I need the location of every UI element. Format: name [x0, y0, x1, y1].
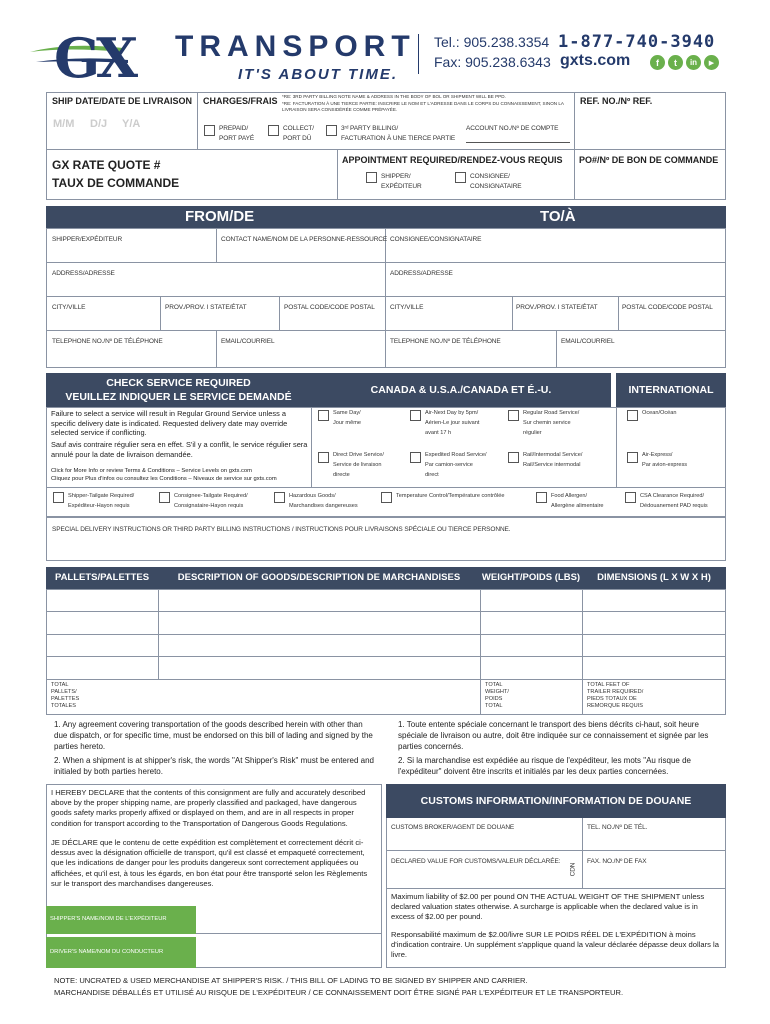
customs-tel-label[interactable]: TEL. NO./Nº DE TÉL.	[587, 824, 648, 831]
logo-transport-text: TRANSPORT	[175, 30, 416, 63]
divider	[582, 589, 583, 715]
rail-intermodal-checkbox[interactable]	[508, 452, 519, 463]
expedited-road-label-fr: Par camion-service	[425, 462, 473, 468]
customs-title: CUSTOMS INFORMATION/INFORMATION DE DOUANE	[420, 795, 692, 807]
direct-drive-label: Direct Drive Service/	[333, 452, 384, 458]
account-number-label: ACCOUNT NO./Nº DE COMPTE	[466, 125, 559, 132]
collect-label-fr: PORT DÛ	[283, 135, 312, 142]
customs-fax-label[interactable]: FAX. NO./Nº DE FAX	[587, 858, 647, 865]
ref-number-field[interactable]	[578, 108, 724, 146]
ref-number-label: REF. NO./Nº REF.	[580, 96, 653, 106]
third-party-label-fr: FACTURATION À UNE TIERCE PARTIE	[341, 135, 456, 142]
service-more-info-link-fr[interactable]: Cliquez pour Plus d'infos ou consultez les Conditions – Niveaux de service sur gxts.com	[51, 476, 277, 482]
divider	[46, 262, 726, 263]
currency-cdn-label: CDN	[569, 862, 577, 877]
csa-clearance-label: CSA Clearance Required/	[640, 493, 705, 499]
divider	[556, 330, 557, 368]
logo-tagline: IT'S ABOUT TIME.	[238, 66, 399, 83]
linkedin-icon[interactable]: in	[686, 55, 701, 70]
table-row[interactable]	[46, 679, 726, 680]
website-link[interactable]: gxts.com	[560, 52, 631, 69]
divider	[386, 888, 726, 889]
consignee-tailgate-checkbox[interactable]	[159, 492, 170, 503]
charges-note-en: *RE: 3RD PARTY BILLING NOTE NAME & ADDRESS IN THE BODY OF BOL OR SHIPMENT WILL BE PPD.	[282, 94, 506, 99]
ship-date-label: SHIP DATE/DATE DE LIVRAISON	[52, 96, 193, 106]
csa-clearance-label-fr: Dédouanement PAD requis	[640, 503, 708, 509]
facebook-icon[interactable]: f	[650, 55, 665, 70]
table-row[interactable]	[46, 611, 726, 612]
twitter-icon[interactable]: t	[668, 55, 683, 70]
tollfree-number: 1-877-740-3940	[558, 32, 716, 52]
table-row[interactable]	[46, 656, 726, 657]
divider	[46, 149, 726, 150]
declared-value-label[interactable]: DECLARED VALUE FOR CUSTOMS/VALEUR DÉCLARÉE:	[391, 858, 561, 865]
divider	[337, 149, 338, 200]
rate-quote-field[interactable]	[200, 152, 334, 198]
divider	[385, 228, 386, 368]
ocean-label: Ocean/Océan	[642, 410, 677, 416]
phone-number: Tel.: 905.238.3354	[434, 34, 550, 50]
direct-drive-label-fr2: directe	[333, 472, 350, 478]
from-phone-label[interactable]: TELEPHONE NO./Nº DE TÉLÉPHONE	[52, 338, 163, 345]
logo-letters: GX	[54, 26, 135, 90]
from-email-label[interactable]: EMAIL/COURRIEL	[221, 338, 275, 345]
divider	[386, 850, 726, 851]
description-column-header: DESCRIPTION OF GOODS/DESCRIPTION DE MARCHANDISES	[177, 572, 461, 583]
appointment-shipper-label-fr: EXPÉDITEUR	[381, 183, 422, 190]
terms-en-2: 2. When a shipment is at shipper's risk, the words "At Shipper's Risk" must be entered and initialed by both parties hereto.	[54, 756, 374, 776]
shipper-name-label: SHIPPER'S NAME/NOM DE L'EXPÉDITEUR	[50, 916, 167, 922]
footer-note-fr: MARCHANDISE DÉBALLÉS ET UTILISÉ AU RISQUE DE L'EXPÉDITEUR / CE CONNAISSEMENT DOIT ÊTRE SIGNÉ PAR L'EXPÉDITEUR ET LE TRANSPORTEUR.	[54, 988, 624, 997]
ship-date-month[interactable]: M/M	[53, 118, 75, 130]
regular-road-checkbox[interactable]	[508, 410, 519, 421]
divider	[582, 818, 583, 888]
air-express-checkbox[interactable]	[627, 452, 638, 463]
shipper-tailgate-label: Shipper-Tailgate Required/	[68, 493, 135, 499]
air-next-day-checkbox[interactable]	[410, 410, 421, 421]
special-instructions-field[interactable]	[46, 517, 726, 561]
third-party-label: 3ʳᵈ PARTY BILLING/	[341, 125, 399, 132]
to-address-label[interactable]: ADDRESS/ADRESSE	[390, 270, 453, 277]
international-title: INTERNATIONAL	[628, 384, 714, 396]
total-pallets-label: TOTAL PALLETS/ PALETTES TOTALES	[51, 682, 80, 709]
shipper-signature-field[interactable]	[196, 906, 382, 934]
service-header-title-fr: VEUILLEZ INDIQUER LE SERVICE DEMANDÉ	[65, 391, 292, 403]
divider	[618, 296, 619, 330]
to-phone-label[interactable]: TELEPHONE NO./Nº DE TÉLÉPHONE	[390, 338, 501, 345]
total-feet-label: TOTAL FEET OF TRAILER REQUIRED/ PIEDS TOTAUX DE REMORQUE REQUIS	[587, 682, 644, 709]
declaration-en: I HEREBY DECLARE that the contents of this consignment are fully and accurately described above by the proper shipping name, are properly classified and packaged, have dangerous goods safety marks properly affixed or displayed on them, and are in all respects in proper condition for transport according to the Transportation of Dangerous Goods Regulations.	[51, 788, 366, 828]
divider	[216, 330, 217, 368]
air-express-label: Air-Express/	[642, 452, 673, 458]
shipper-tailgate-checkbox[interactable]	[53, 492, 64, 503]
service-more-info-link[interactable]: Click for More Info or review Terms & Conditions – Service Levels on gxts.com	[51, 468, 252, 474]
total-weight-label: TOTAL WEIGHT/ POIDS TOTAL	[485, 682, 509, 709]
prepaid-checkbox[interactable]	[204, 125, 215, 136]
expedited-road-label: Expedited Road Service/	[425, 452, 487, 458]
po-number-field[interactable]	[578, 168, 724, 198]
prepaid-label: PREPAID/	[219, 125, 249, 132]
terms-en-1: 1. Any agreement covering transportation of the goods described herein with other than due dispatch, or for specific time, must be endorsed on this bill of lading and signed by the parties hereto.	[54, 720, 373, 751]
rate-quote-label: GX RATE QUOTE #	[52, 158, 161, 172]
divider	[480, 589, 481, 715]
to-consignee-label[interactable]: CONSIGNEE/CONSIGNATAIRE	[390, 236, 482, 243]
divider	[46, 487, 726, 488]
expedited-road-checkbox[interactable]	[410, 452, 421, 463]
shipper-tailgate-label-fr: Expéditeur-Hayon requis	[68, 503, 130, 509]
divider	[512, 296, 513, 330]
divider	[279, 296, 280, 330]
collect-label: COLLECT/	[283, 125, 314, 132]
service-header-title: CHECK SERVICE REQUIRED	[106, 377, 251, 389]
service-warning-en: Failure to select a service will result in Regular Ground Service unless a specific delivery date is indicated. Requested delivery date may override selected service if conflicting.	[51, 409, 288, 438]
same-day-label: Same Day/	[333, 410, 361, 416]
consignee-tailgate-label: Consignee-Tailgate Required/	[174, 493, 248, 499]
hazardous-goods-label-fr: Marchandises dangereuses	[289, 503, 358, 509]
air-next-day-label: Air-Next Day by 5pm/	[425, 410, 479, 416]
to-prov-label[interactable]: PROV./PROV. I STATE/ÉTAT	[516, 304, 598, 311]
regular-road-label-fr2: régulier	[523, 430, 542, 436]
service-warning-fr: Sauf avis contraire régulier sera en effet. S'il y a conflit, le service régulier sera annulé pour la date de livraison demandée.	[51, 440, 308, 459]
to-city-label[interactable]: CITY/VILLE	[390, 304, 424, 311]
appointment-label: APPOINTMENT REQUIRED/RENDEZ-VOUS REQUIS	[342, 155, 563, 165]
consignee-tailgate-label-fr: Consignataire-Hayon requis	[174, 503, 244, 509]
temperature-control-label: Temperature Control/Température contrôlée	[396, 493, 505, 499]
youtube-icon[interactable]: ▶	[704, 55, 719, 70]
collect-checkbox[interactable]	[268, 125, 279, 136]
csa-clearance-checkbox[interactable]	[625, 492, 636, 503]
charges-label: CHARGES/FRAIS	[203, 96, 278, 106]
table-row[interactable]	[46, 634, 726, 635]
divider	[197, 92, 198, 149]
ship-date-day[interactable]: D/J	[90, 118, 108, 130]
temperature-control-checkbox[interactable]	[381, 492, 392, 503]
charges-note-fr: *RE: FACTURATION À UNE TIERCE PARTIE: INSCRIRE LE NOM ET L'ADRESSE DANS LE CORPS DU CONNAISSEMENT, SINON LA LIVRAISON SERA CONSIDÉRÉE COMME PRÉPAYÉE.	[282, 101, 564, 112]
appointment-consignee-checkbox[interactable]	[455, 172, 466, 183]
air-express-label-fr: Par avion-express	[642, 462, 688, 468]
direct-drive-checkbox[interactable]	[318, 452, 329, 463]
to-email-label[interactable]: EMAIL/COURRIEL	[561, 338, 615, 345]
from-prov-label[interactable]: PROV./PROV. I STATE/ÉTAT	[165, 304, 247, 311]
regular-road-label-fr: Sur chemin service	[523, 420, 571, 426]
rail-intermodal-label-fr: Rail/Service intermodal	[523, 462, 581, 468]
divider	[616, 407, 617, 487]
food-allergen-label-fr: Allergène alimentaire	[551, 503, 604, 509]
divider	[46, 296, 726, 297]
terms-fr-2: 2. Si la marchandise est expédiée au risque de l'expéditeur, les mots "Au risque de l'expéditeur" doivent être inscrits et initialés par les deux parties concernées.	[398, 756, 691, 776]
account-number-field[interactable]	[466, 142, 570, 143]
declaration-fr: JE DÉCLARE que le contenu de cette expédition est complètement et correctement décrit ci-dessus avec la désignation officielle de transport, qu'il est classé et empaqueté correctement, que les indications de danger pour les produits dangereux sont correctement appliquées ou affichées, et qu'il est, à tous les égards, en bon état pour être transporté selon les Règlements sur le transport des marchandises dangereuses.	[51, 838, 368, 888]
divider	[216, 228, 217, 262]
third-party-checkbox[interactable]	[326, 125, 337, 136]
to-header: TO/À	[540, 208, 576, 225]
pallets-column-header: PALLETS/PALETTES	[54, 572, 150, 583]
divider	[574, 92, 575, 200]
ship-date-year[interactable]: Y/A	[122, 118, 141, 130]
terms-fr-1: 1. Toute entente spéciale concernant le transport des biens décrits ci-haut, soit heure spéciale de livraison ou autre, doit être indiquée sur ce connaissement et signée par les parties concernés.	[398, 720, 709, 751]
social-icons	[650, 55, 719, 70]
ocean-checkbox[interactable]	[627, 410, 638, 421]
from-to-header	[46, 206, 726, 228]
appointment-consignee-label-fr: CONSIGNATAIRE	[470, 183, 522, 190]
from-postal-label[interactable]: POSTAL CODE/CODE POSTAL	[284, 304, 375, 311]
weight-column-header: WEIGHT/POIDS (LBS)	[481, 572, 581, 583]
to-postal-label[interactable]: POSTAL CODE/CODE POSTAL	[622, 304, 713, 311]
appointment-shipper-checkbox[interactable]	[366, 172, 377, 183]
special-instructions-label: SPECIAL DELIVERY INSTRUCTIONS OR THIRD PARTY BILLING INSTRUCTIONS / INSTRUCTIONS POUR LIVRAISONS SPÉCIALE OU TIERCE PERSONNE.	[52, 526, 511, 533]
direct-drive-label-fr: Service de livraison	[333, 462, 382, 468]
customs-broker-label[interactable]: CUSTOMS BROKER/AGENT DE DOUANE	[391, 824, 515, 831]
food-allergen-checkbox[interactable]	[536, 492, 547, 503]
rate-quote-label-fr: TAUX DE COMMANDE	[52, 176, 180, 190]
from-to-grid	[46, 228, 726, 368]
food-allergen-label: Food Allergen/	[551, 493, 588, 499]
same-day-checkbox[interactable]	[318, 410, 329, 421]
expedited-road-label-fr2: direct	[425, 472, 439, 478]
driver-name-label: DRIVER'S NAME/NOM DU CONDUCTEUR	[50, 949, 164, 955]
air-next-day-label-fr: Aérien-Le jour suivant	[425, 420, 480, 426]
liability-fr: Responsabilité maximum de $2.00/livre SUR LE POIDS RÉEL DE L'EXPÉDITION à moins d'indication contraire. Un supplément s'applique quand la valeur déclarée dépasse deux dollars la livre.	[391, 930, 719, 960]
prepaid-label-fr: PORT PAYÉ	[219, 135, 255, 142]
fax-number: Fax: 905.238.6343	[434, 54, 551, 70]
from-address-label[interactable]: ADDRESS/ADRESSE	[52, 270, 115, 277]
from-contact-label[interactable]: CONTACT NAME/NOM DE LA PERSONNE-RESSOURCE	[221, 236, 388, 243]
canada-usa-title: CANADA & U.S.A./CANADA ET É.-U.	[370, 384, 552, 396]
dimensions-column-header: DIMENSIONS (L X W X H)	[597, 572, 711, 583]
from-shipper-label[interactable]: SHIPPER/EXPÉDITEUR	[52, 236, 123, 243]
same-day-label-fr: Jour même	[333, 420, 361, 426]
divider	[160, 296, 161, 330]
rail-intermodal-label: Rail/Intermodal Service/	[523, 452, 583, 458]
appointment-shipper-label: SHIPPER/	[381, 173, 411, 180]
hazardous-goods-label: Hazardous Goods/	[289, 493, 336, 499]
from-city-label[interactable]: CITY/VILLE	[52, 304, 86, 311]
header-divider	[418, 34, 419, 74]
liability-en: Maximum liability of $2.00 per pound ON THE ACTUAL WEIGHT OF THE SHIPMENT unless declared valuation states otherwise. A surcharge is applicable when the declared value is in excess of $2.00 per pound.	[391, 892, 705, 922]
from-header: FROM/DE	[185, 208, 255, 225]
regular-road-label: Regular Road Service/	[523, 410, 580, 416]
appointment-consignee-label: CONSIGNEE/	[470, 173, 510, 180]
footer-note-en: NOTE: UNCRATED & USED MERCHANDISE AT SHIPPER'S RISK. / THIS BILL OF LADING TO BE SIGNED BY SHIPPER AND CARRIER.	[54, 976, 528, 985]
po-number-label: PO#/Nº DE BON DE COMMANDE	[579, 155, 719, 165]
divider	[46, 330, 726, 331]
company-logo	[28, 22, 158, 88]
divider	[311, 407, 312, 487]
hazardous-goods-checkbox[interactable]	[274, 492, 285, 503]
air-next-day-label-fr2: avant 17 h	[425, 430, 452, 436]
